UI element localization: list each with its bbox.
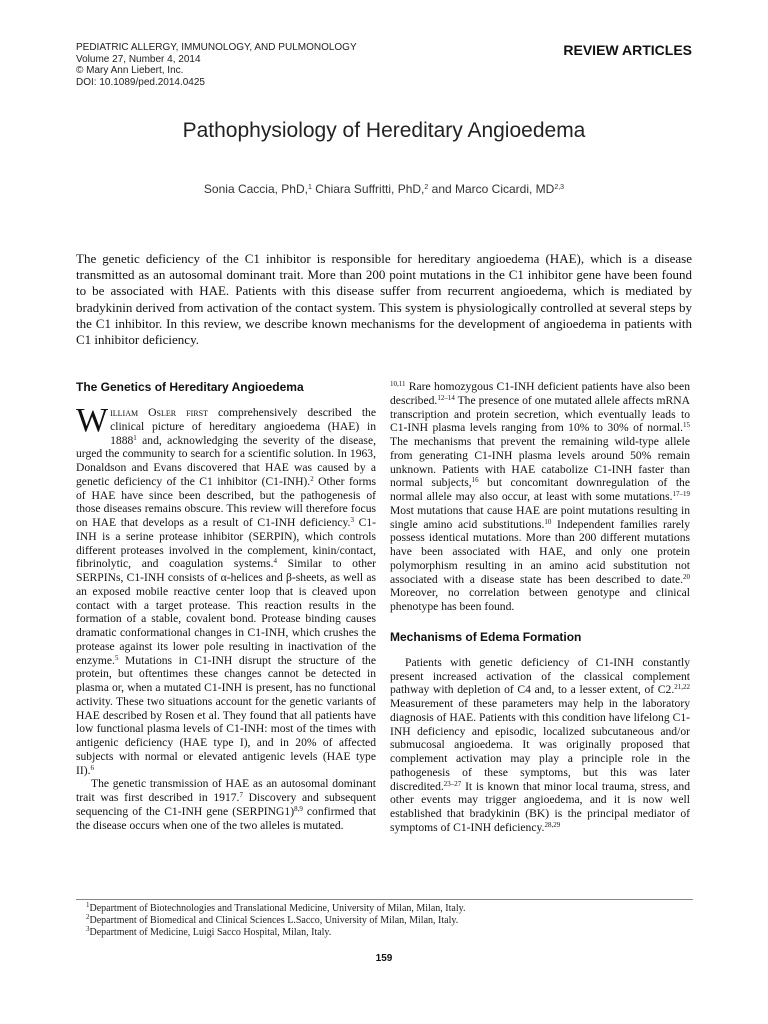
abstract: The genetic deficiency of the C1 inhibitor is responsible for hereditary angioedema (HAE), which is a disease transmitted as an autosomal dominant trait. More than 200 point mutations in the C1 inhibitor gene have been found to be associated with HAE. Patients with this disease suffer from recurrent angioedema, which is mediated by bradykinin derived from activation of the contact system. This system is physiologically controlled at several steps by the C1 inhibitor. In this review, we describe known mechanisms for the development of angioedema in patients with C1 inhibitor deficiency.: [76, 251, 692, 348]
footnotes: [86, 903, 465, 939]
author-list: [0, 182, 768, 196]
footnote-divider: [76, 899, 693, 900]
body-paragraph: Patients with genetic deficiency of C1-INH constantly present increased activation of the classical complement pathway with depletion of C4 and, to a lesser extent, of C2.$^{21,22}$ Measurement of these parameters may help in the laboratory diagnosis of HAE. Patients with this condition have lifelong C1-INH deficiency and episodic, localized subcutaneous and/or submucosal angioedema. It was originally proposed that complement activation may play a principle role in the pathogenesis of these symptoms, but this was later discredited.$^{23-27}$ It is known that minor local trauma, stress, and other events may trigger angioedema, and it is now well established that bradykinin (BK) is the principal mediator of symptoms of C1-INH deficiency.$^{28,29}$: [390, 655, 690, 834]
body-paragraph: The genetic transmission of HAE as an autosomal dominant trait was first described in 1917.$^7$ Discovery and subsequent sequencing of the C1-INH gene (SERPING1)$^{8,9}$ confirmed that the disease occurs when one of the two alleles is mutated.: [76, 777, 377, 832]
section-heading: The Genetics of Hereditary Angioedema: [76, 380, 304, 394]
author-name: Chiara Suffritti, PhD,: [315, 182, 425, 196]
author-name: and Marco Cicardi, MD: [431, 182, 555, 196]
author-name: Sonia Caccia, PhD,: [203, 182, 308, 196]
body-paragraph: William Osler first comprehensively described the clinical picture of hereditary angioedema (HAE) in 1888$^1$ and, acknowledging the severity of the disease, urged the community to search for a scientific solution. In 1963, Donaldson and Evans discovered that HAE was caused by a genetic deficiency of the C1 inhibitor (C1-INH).$^2$ Other forms of HAE have since been described, but the pathogenesis of those diseases remains obscure. This review will therefore focus on HAE that develops as a result of C1-INH deficiency.$^3$ C1-INH is a serine protease inhibitor (SERPIN), which controls different proteases involved in the complement, kinin/contact, fibrinolytic, and coagulation systems.$^4$ Similar to other SERPINs, C1-INH consists of α-helices and β-sheets, as well as an exposed mobile reactive center loop that is cleaved upon contact with a target protease. This reaction results in the formation of a stable, covalent bond. Protease binding causes dramatic conformational changes in C1-INH, which crushes the protease against its lower pole resulting in inactivation of the enzyme.$^5$ Mutations in C1-INH disrupt the structure of the protein, but oftentimes these changes cannot be detected in plasma or, when a mutated C1-INH is present, has no functional activity. These two situations account for the genetic variants of HAE described by Rosen et al. They found that all patients have low functional plasma levels of C1-INH: most of the times with antigenic deficiency (HAE type I), and in 20% of affected subjects with normal or elevated antigenic levels (HAE type II).$^6$: [76, 402, 376, 777]
journal-header: [76, 42, 692, 94]
author-affiliation: 1: [307, 184, 312, 191]
lead-in: illiam Osler first: [110, 406, 208, 419]
author-affiliation: 2: [424, 184, 429, 191]
drop-cap: W: [76, 402, 109, 439]
left-column: [76, 380, 376, 832]
journal-name: PEDIATRIC ALLERGY, IMMUNOLOGY, AND PULMONOLOGY: [76, 42, 357, 53]
right-column: [390, 380, 690, 835]
copyright-notice: © Mary Ann Liebert, Inc.: [76, 65, 184, 76]
journal-volume: Volume 27, Number 4, 2014: [76, 53, 201, 65]
page-number: 159: [375, 953, 393, 964]
doi: DOI: 10.1089/ped.2014.0425: [76, 76, 205, 88]
footnote: $^1$Department of Biotechnologies and Translational Medicine, University of Milan, Milan, Italy.: [86, 901, 466, 914]
author-affiliation: 2,3: [554, 184, 565, 191]
section-heading: Mechanisms of Edema Formation: [390, 629, 582, 644]
footnote: $^3$Department of Medicine, Luigi Sacco Hospital, Milan, Italy.: [86, 925, 332, 938]
footnote: $^2$Department of Biomedical and Clinical Sciences L.Sacco, University of Milan, Milan, Italy.: [86, 913, 459, 926]
section-label: REVIEW ARTICLES: [563, 42, 692, 58]
article-title: Pathophysiology of Hereditary Angioedema: [182, 119, 586, 142]
body-paragraph: $^{10,11}$ Rare homozygous C1-INH deficient patients have also been described.$^{12-14}$ The presence of one mutated allele affects mRNA transcription and protein secretion, which eventually leads to C1-INH plasma levels ranging from 10% to 30% of normal.$^{15}$ The mechanisms that prevent the remaining wild-type allele from generating C1-INH plasma levels around 50% remain unknown. Patients with HAE catabolize C1-INH faster than normal subjects,$^{16}$ but concomitant downregulation of the normal allele may also occur, at least with some mutations.$^{17-19}$ Most mutations that cause HAE are point mutations resulting in single amino acid substitutions.$^{10}$ Independent families rarely possess identical mutations. More than 200 different mutations have been associated with HAE, and only one protein polymorphism resulting in an amino acid substitution not associated with a disease state has been described to date.$^{20}$ Moreover, no correlation between genotype and clinical phenotype has been found.: [390, 380, 691, 613]
